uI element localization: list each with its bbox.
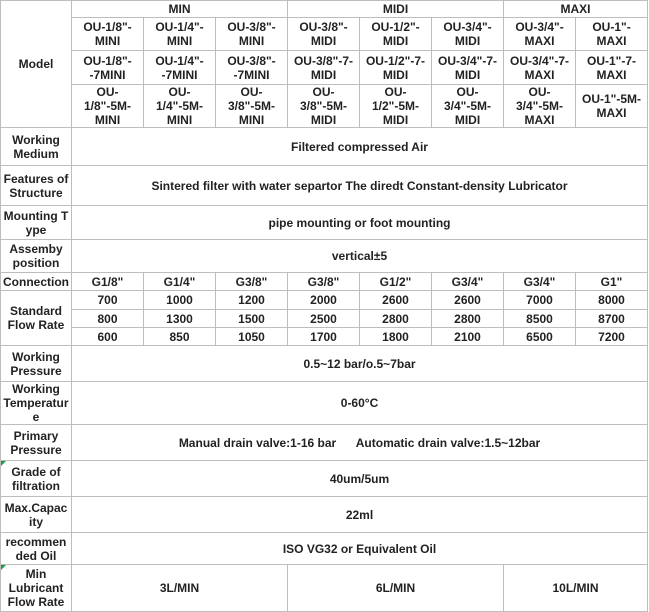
model-cell: OU-3/8"-MINI — [216, 18, 288, 51]
model-label: Model — [1, 1, 72, 128]
model-cell: OU-3/4"-5M-MIDI — [432, 85, 504, 128]
model-cell: OU-1/2"-7-MIDI — [360, 51, 432, 85]
row-label: Working Medium — [1, 128, 72, 166]
model-cell: OU-1/8"-5M-MINI — [72, 85, 144, 128]
model-cell: OU-3/8"--7MINI — [216, 51, 288, 85]
model-cell: OU-3/8"-5M-MINI — [216, 85, 288, 128]
flow-cell: 700 — [72, 291, 144, 310]
model-cell: OU-1/2"-5M-MIDI — [360, 85, 432, 128]
connection-row — [1, 273, 648, 291]
model-cell: OU-3/4"-7-MIDI — [432, 51, 504, 85]
row-label: Connection — [1, 273, 72, 291]
working-temperature-row — [1, 382, 648, 425]
row-value: Sintered filter with water separtor The diredt Constant-density Lubricator — [72, 166, 648, 206]
primary-pressure-row — [1, 425, 648, 461]
flow-cell: 1800 — [360, 328, 432, 346]
connection-cell: G3/8" — [288, 273, 360, 291]
flow-cell: 2600 — [360, 291, 432, 310]
group-midi: MIDI — [288, 1, 504, 18]
flow-rate-row — [1, 328, 648, 346]
mounting-row — [1, 206, 648, 240]
connection-cell: G3/8" — [216, 273, 288, 291]
model-cell: OU-3/4"-MAXI — [504, 18, 576, 51]
model-cell: OU-3/4"-MIDI — [432, 18, 504, 51]
connection-cell: G3/4" — [504, 273, 576, 291]
flow-cell: 2600 — [432, 291, 504, 310]
row-label: Mounting T ype — [1, 206, 72, 240]
row-value: Manual drain valve:1-16 bar Automatic drain valve:1.5~12bar — [72, 425, 648, 461]
flow-cell: 2500 — [288, 310, 360, 328]
group-min: MIN — [72, 1, 288, 18]
row-value: 0.5~12 bar/o.5~7bar — [72, 346, 648, 382]
row-label: recommended Oil — [1, 533, 72, 565]
row-value: ISO VG32 or Equivalent Oil — [72, 533, 648, 565]
lubrication-maxi: 10L/MIN — [504, 565, 648, 612]
flow-rate-row — [1, 310, 648, 328]
row-label: Assemby position — [1, 240, 72, 273]
model-cell: OU-1/2"-MIDI — [360, 18, 432, 51]
connection-cell: G1/2" — [360, 273, 432, 291]
row-value: 22ml — [72, 497, 648, 533]
connection-cell: G3/4" — [432, 273, 504, 291]
model-cell: OU-3/8"-7-MIDI — [288, 51, 360, 85]
row-label: Standard Flow Rate — [1, 291, 72, 346]
model-cell: OU-3/8"-MIDI — [288, 18, 360, 51]
row-value: 0-60°C — [72, 382, 648, 425]
model-cell: OU-3/4"-5M-MAXI — [504, 85, 576, 128]
model-cell: OU-1/4"--7MINI — [144, 51, 216, 85]
row-label: Primary Pressure — [1, 425, 72, 461]
row-label: Working Pressure — [1, 346, 72, 382]
connection-cell: G1" — [576, 273, 648, 291]
oil-row — [1, 533, 648, 565]
model-cell: OU-3/4"-7-MAXI — [504, 51, 576, 85]
model-cell: OU-1"-7-MAXI — [576, 51, 648, 85]
flow-cell: 600 — [72, 328, 144, 346]
model-cell: OU-1/4"-5M-MINI — [144, 85, 216, 128]
model-cell: OU-3/8"-5M-MIDI — [288, 85, 360, 128]
lubrication-min: 3L/MIN — [72, 565, 288, 612]
row-value: 40um/5um — [72, 461, 648, 497]
assembly-row — [1, 240, 648, 273]
flow-cell: 2800 — [432, 310, 504, 328]
flow-cell: 8700 — [576, 310, 648, 328]
row-label: Min Lubricant Flow Rate — [1, 565, 72, 612]
flow-cell: 6500 — [504, 328, 576, 346]
flow-cell: 1000 — [144, 291, 216, 310]
row-value: pipe mounting or foot mounting — [72, 206, 648, 240]
row-value: vertical±5 — [72, 240, 648, 273]
model-cell: OU-1/8"--7MINI — [72, 51, 144, 85]
flow-cell: 850 — [144, 328, 216, 346]
model-row — [1, 85, 648, 128]
flow-cell: 1700 — [288, 328, 360, 346]
model-cell: OU-1/4"-MINI — [144, 18, 216, 51]
working-pressure-row — [1, 346, 648, 382]
model-cell: OU-1"-MAXI — [576, 18, 648, 51]
lubrication-row — [1, 565, 648, 612]
row-label: Features of Structure — [1, 166, 72, 206]
flow-cell: 8000 — [576, 291, 648, 310]
flow-cell: 800 — [72, 310, 144, 328]
flow-cell: 1500 — [216, 310, 288, 328]
connection-cell: G1/4" — [144, 273, 216, 291]
features-row — [1, 166, 648, 206]
connection-cell: G1/8" — [72, 273, 144, 291]
capacity-row — [1, 497, 648, 533]
flow-cell: 2000 — [288, 291, 360, 310]
flow-cell: 1050 — [216, 328, 288, 346]
flow-rate-row — [1, 291, 648, 310]
model-cell: OU-1"-5M-MAXI — [576, 85, 648, 128]
model-row — [1, 51, 648, 85]
lubrication-midi: 6L/MIN — [288, 565, 504, 612]
flow-cell: 7200 — [576, 328, 648, 346]
row-label: Working Temperature — [1, 382, 72, 425]
flow-cell: 1300 — [144, 310, 216, 328]
flow-cell: 1200 — [216, 291, 288, 310]
row-value: Filtered compressed Air — [72, 128, 648, 166]
row-label: Max.Capacity — [1, 497, 72, 533]
working-medium-row — [1, 128, 648, 166]
flow-cell: 7000 — [504, 291, 576, 310]
flow-cell: 2800 — [360, 310, 432, 328]
group-maxi: MAXI — [504, 1, 648, 18]
flow-cell: 2100 — [432, 328, 504, 346]
flow-cell: 8500 — [504, 310, 576, 328]
filtration-row — [1, 461, 648, 497]
row-label: Grade of filtration — [1, 461, 72, 497]
model-row — [1, 18, 648, 51]
group-header-row — [1, 1, 648, 18]
model-cell: OU-1/8"-MINI — [72, 18, 144, 51]
